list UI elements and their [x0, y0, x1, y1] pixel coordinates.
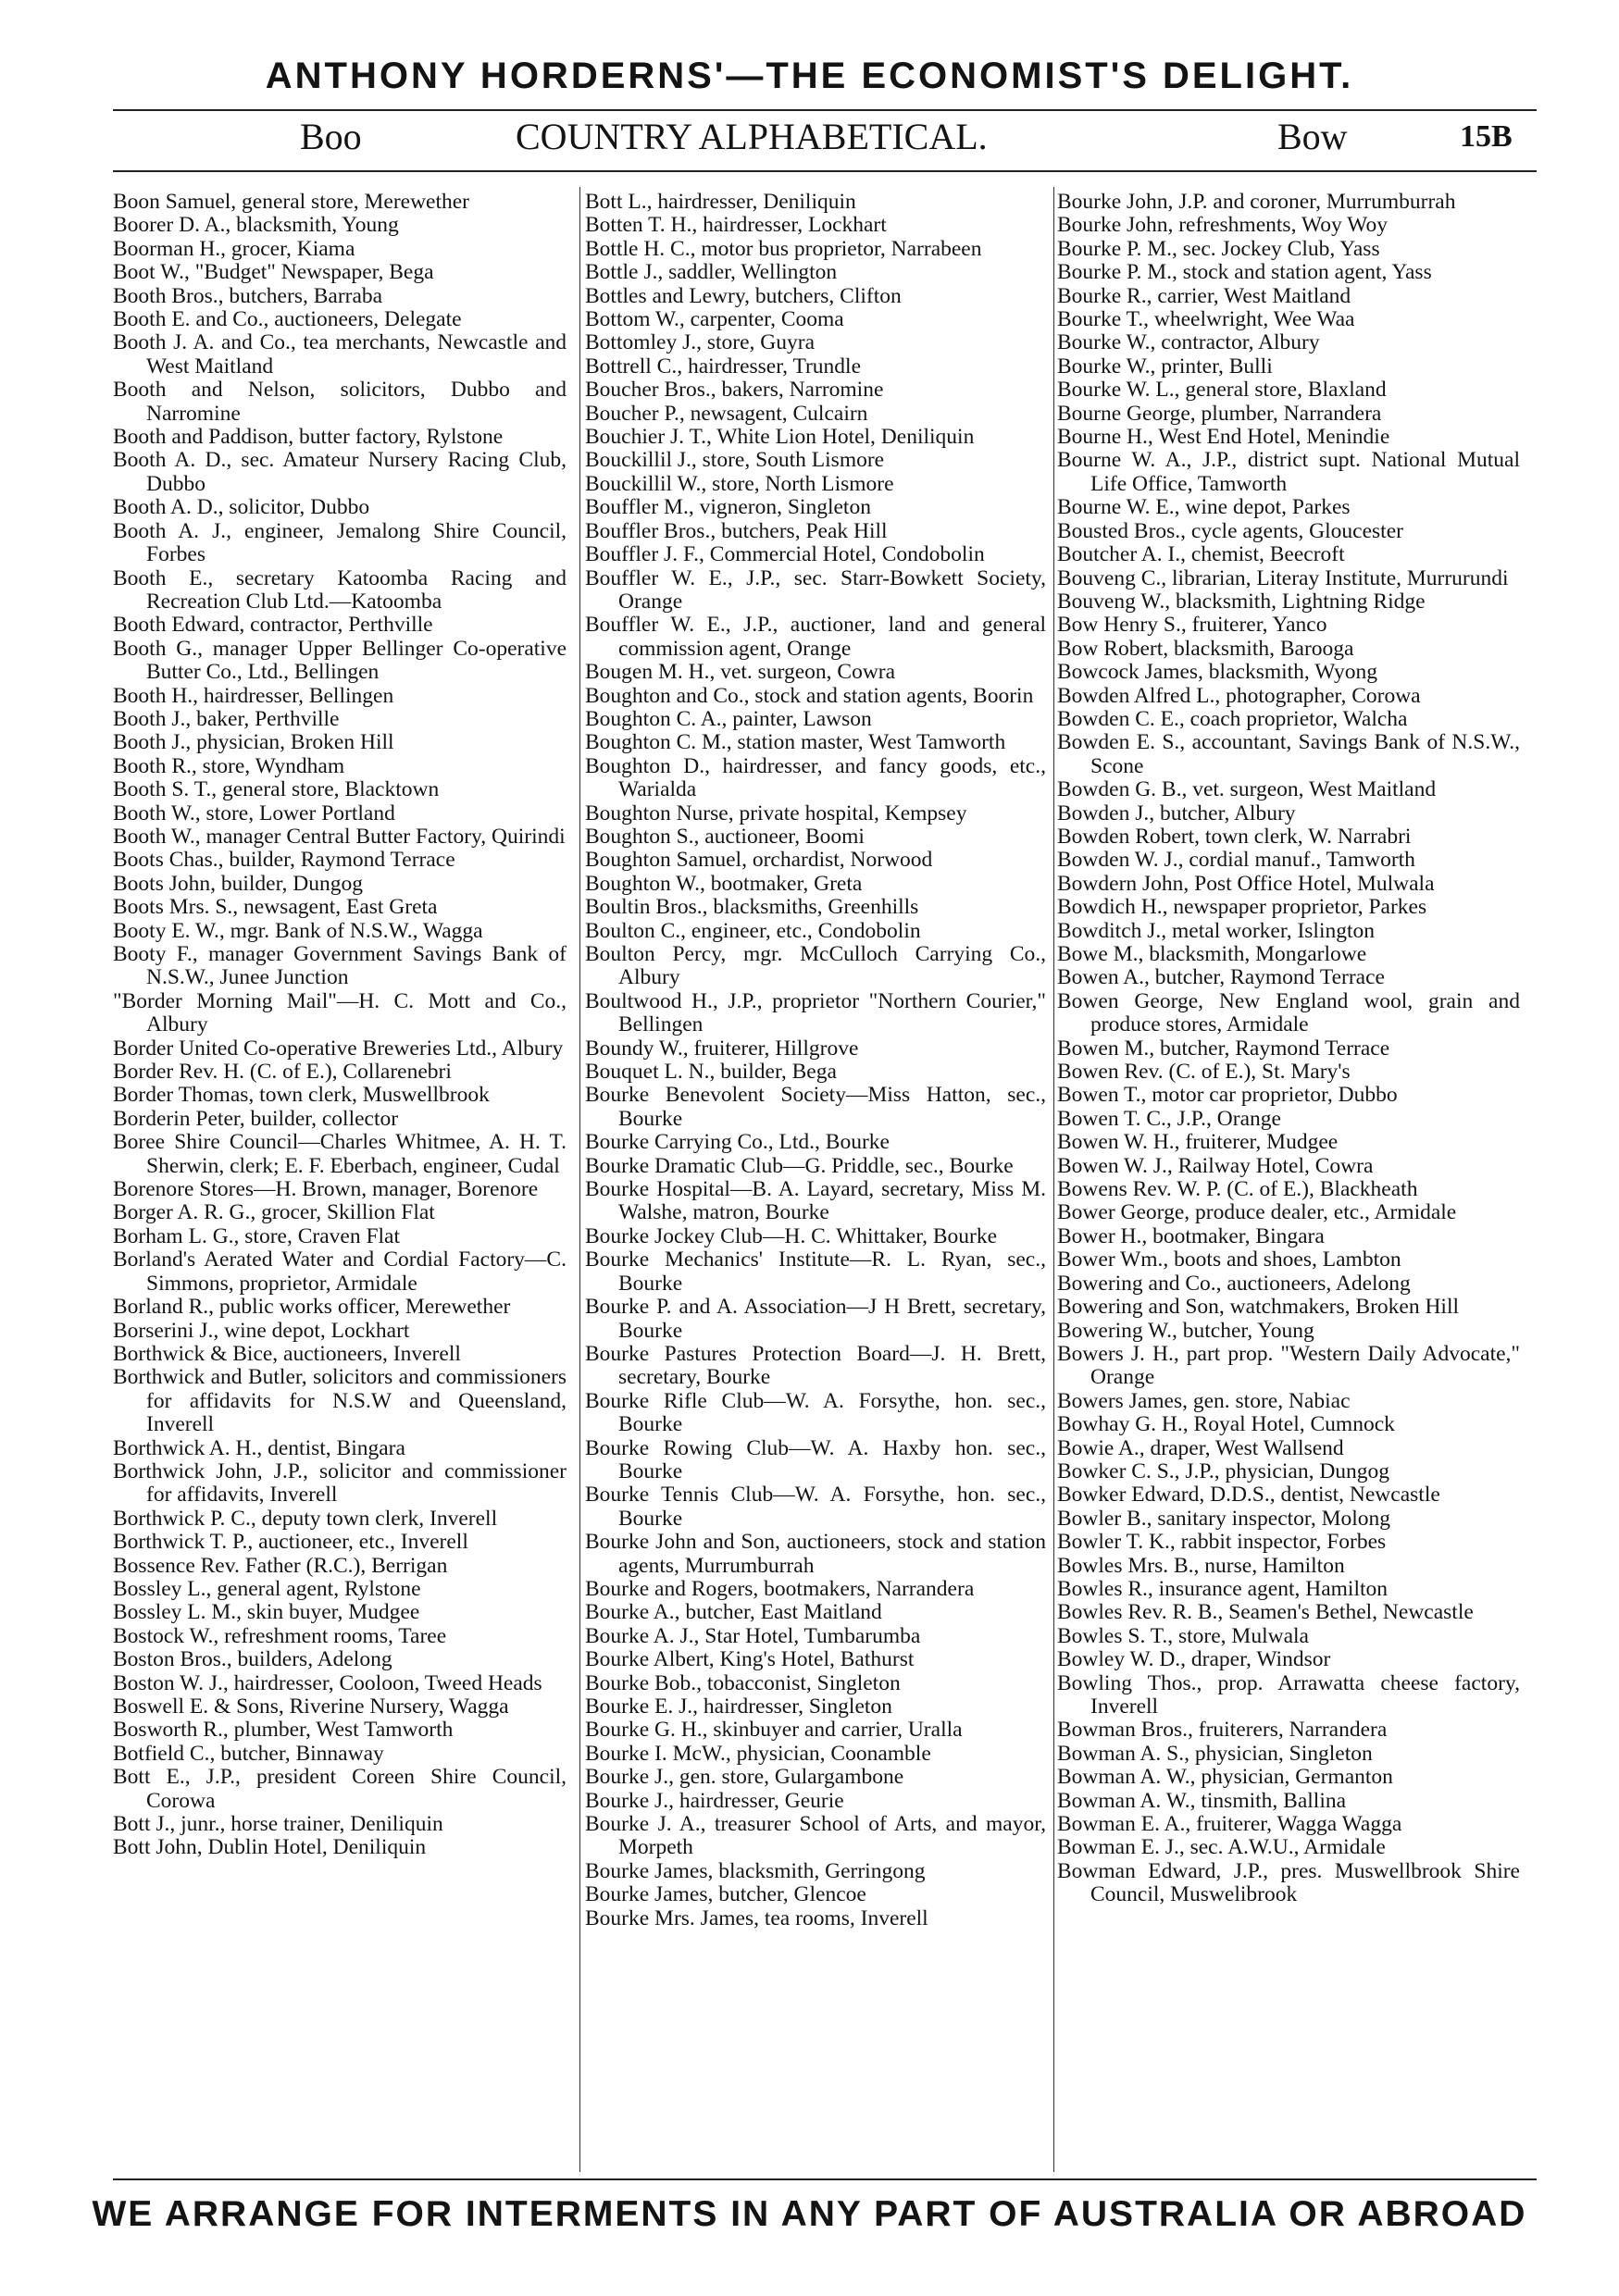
directory-entry: Bowen T. C., J.P., Orange	[1057, 1106, 1281, 1131]
header-rule	[113, 109, 1537, 111]
directory-entry: Borserini J., wine depot, Lockhart	[113, 1318, 410, 1343]
directory-column-3	[1057, 191, 1520, 2169]
directory-entry: Bowles R., insurance agent, Hamilton	[1057, 1576, 1388, 1601]
footer-rule	[113, 2178, 1537, 2180]
directory-entry: Bourke and Rogers, bootmakers, Narrandera	[585, 1576, 975, 1601]
directory-entry: Bowman A. W., physician, Germanton	[1057, 1765, 1393, 1790]
column-divider	[1053, 187, 1054, 2172]
directory-entry: Bousted Bros., cycle agents, Gloucester	[1057, 518, 1403, 543]
directory-entry: Booth W., store, Lower Portland	[113, 800, 395, 825]
directory-entry: Bourke E. J., hairdresser, Singleton	[585, 1694, 892, 1719]
directory-entry: Bower George, produce dealer, etc., Armidale	[1057, 1200, 1457, 1225]
directory-entry: Boots Chas., builder, Raymond Terrace	[113, 848, 455, 873]
directory-entry: Bowdich H., newspaper proprietor, Parkes	[1057, 895, 1427, 920]
directory-entry: Bouveng W., blacksmith, Lightning Ridge	[1057, 589, 1426, 614]
directory-entry: Bowman A. S., physician, Singleton	[1057, 1741, 1373, 1766]
directory-entry: Bottle H. C., motor bus proprietor, Narrabeen	[585, 236, 982, 261]
directory-entry: Bourke Bob., tobacconist, Singleton	[585, 1670, 901, 1695]
directory-entry: Bourne W. E., wine depot, Parkes	[1057, 495, 1351, 520]
right-guide-word: Bow	[1277, 116, 1348, 157]
directory-entry: Bourke P. and A. Association—J H Brett, secretary, Bourke	[585, 1295, 1046, 1343]
directory-entry: Bow Robert, blacksmith, Barooga	[1057, 636, 1354, 661]
directory-entry: Bourke R., carrier, West Maitland	[1057, 283, 1351, 308]
directory-entry: Botfield C., butcher, Binnaway	[113, 1741, 384, 1766]
directory-entry: Bowen A., butcher, Raymond Terrace	[1057, 965, 1385, 990]
directory-entry: Booth and Paddison, butter factory, Rylstone	[113, 425, 504, 450]
directory-entry: Bowering and Co., auctioneers, Adelong	[1057, 1271, 1411, 1296]
directory-entry: Bowker C. S., J.P., physician, Dungog	[1057, 1458, 1390, 1483]
directory-entry: Boulton C., engineer, etc., Condobolin	[585, 918, 921, 943]
directory-entry: Bowden E. S., accountant, Savings Bank of N.S.W., Scone	[1057, 730, 1520, 778]
directory-entry: Bouffler W. E., J.P., sec. Starr-Bowkett Society, Orange	[585, 565, 1046, 614]
directory-entry: Booth H., hairdresser, Bellingen	[113, 683, 394, 708]
directory-entry: Bourke James, blacksmith, Gerringong	[585, 1858, 926, 1883]
directory-entry: Bower H., bootmaker, Bingara	[1057, 1223, 1325, 1248]
directory-entry: Bosworth R., plumber, West Tamworth	[113, 1718, 454, 1743]
directory-entry: Bott E., J.P., president Coreen Shire Council, Corowa	[113, 1765, 567, 1813]
directory-entry: Bowles S. T., store, Mulwala	[1057, 1623, 1309, 1648]
directory-entry: Boswell E. & Sons, Riverine Nursery, Wagga	[113, 1694, 509, 1719]
directory-entry: Bowden C. E., coach proprietor, Walcha	[1057, 706, 1408, 731]
directory-entry: Booty F., manager Government Savings Bank of N.S.W., Junee Junction	[113, 942, 567, 990]
directory-entry: Bourke T., wheelwright, Wee Waa	[1057, 307, 1355, 332]
directory-entry: Bowden G. B., vet. surgeon, West Maitland	[1057, 777, 1437, 802]
directory-entry: Bourke Pastures Protection Board—J. H. Brett, secretary, Bourke	[585, 1341, 1046, 1390]
directory-entry: Bowker Edward, D.D.S., dentist, Newcastle	[1057, 1483, 1440, 1508]
directory-entry: Boots Mrs. S., newsagent, East Greta	[113, 895, 438, 920]
directory-entry: Bourne W. A., J.P., district supt. National Mutual Life Office, Tamworth	[1057, 448, 1520, 496]
top-advert-banner: ANTHONY HORDERNS'—THE ECONOMIST'S DELIGHT.	[265, 56, 1354, 96]
directory-entry: Bottom W., carpenter, Cooma	[585, 307, 844, 332]
directory-entry: Border Thomas, town clerk, Muswellbrook	[113, 1083, 490, 1108]
directory-entry: Bowering and Son, watchmakers, Broken Hill	[1057, 1295, 1460, 1320]
directory-entry: Booth J., physician, Broken Hill	[113, 730, 394, 755]
directory-entry: Bowering W., butcher, Young	[1057, 1318, 1314, 1343]
directory-entry: Borthwick A. H., dentist, Bingara	[113, 1435, 405, 1460]
directory-entry: Bowens Rev. W. P. (C. of E.), Blackheath	[1057, 1177, 1418, 1202]
directory-entry: Boots John, builder, Dungog	[113, 871, 363, 896]
directory-entry: Booth Edward, contractor, Perthville	[113, 613, 433, 638]
directory-entry: Boston Bros., builders, Adelong	[113, 1647, 392, 1672]
directory-entry: Booth A. D., solicitor, Dubbo	[113, 495, 370, 520]
left-guide-word: Boo	[300, 116, 362, 157]
directory-entry: Bouveng C., librarian, Literay Institute, Murrurundi	[1057, 565, 1509, 590]
directory-entry: Bourke W., printer, Bulli	[1057, 354, 1273, 379]
directory-entry: Booth W., manager Central Butter Factory, Quirindi	[113, 824, 566, 849]
directory-entry: Bourke I. McW., physician, Coonamble	[585, 1741, 931, 1766]
directory-entry: Bower Wm., boots and shoes, Lambton	[1057, 1247, 1401, 1272]
directory-entry: Bourke J., hairdresser, Geurie	[585, 1788, 844, 1813]
directory-entry: Bowdern John, Post Office Hotel, Mulwala	[1057, 871, 1435, 896]
directory-entry: Bowman Bros., fruiterers, Narrandera	[1057, 1718, 1388, 1743]
directory-entry: Bourke Carrying Co., Ltd., Bourke	[585, 1130, 890, 1155]
directory-entry: Bowcock James, blacksmith, Wyong	[1057, 660, 1378, 685]
directory-entry: Bourke Benevolent Society—Miss Hatton, sec., Bourke	[585, 1083, 1046, 1131]
directory-entry: Bourke Rowing Club—W. A. Haxby hon. sec., Bourke	[585, 1435, 1046, 1483]
bottom-advert-banner: WE ARRANGE FOR INTERMENTS IN ANY PART OF AUSTRALIA OR ABROAD	[92, 2194, 1527, 2234]
column-divider	[579, 187, 580, 2172]
directory-entry: Bourne H., West End Hotel, Menindie	[1057, 425, 1390, 450]
directory-entry: Boughton Nurse, private hospital, Kempsey	[585, 800, 967, 825]
directory-entry: Bourke J., gen. store, Gulargambone	[585, 1765, 904, 1790]
directory-entry: Bowling Thos., prop. Arrawatta cheese factory, Inverell	[1057, 1670, 1520, 1719]
directory-entry: Boughton C. A., painter, Lawson	[585, 706, 872, 731]
directory-entry: Boughton Samuel, orchardist, Norwood	[585, 848, 933, 873]
directory-entry: Bouquet L. N., builder, Bega	[585, 1060, 837, 1085]
directory-entry: Boughton and Co., stock and station agents, Boorin	[585, 683, 1034, 708]
directory-entry: Bourke W., contractor, Albury	[1057, 330, 1320, 355]
directory-entry: Bourke Mechanics' Institute—R. L. Ryan, sec., Bourke	[585, 1247, 1046, 1296]
directory-entry: Bowhay G. H., Royal Hotel, Cumnock	[1057, 1412, 1395, 1437]
directory-entry: Bowley W. D., draper, Windsor	[1057, 1647, 1331, 1672]
directory-entry: Botten T. H., hairdresser, Lockhart	[585, 213, 887, 238]
directory-entry: Borthwick John, J.P., solicitor and commissioner for affidavits, Inverell	[113, 1458, 567, 1508]
directory-entry: Border Rev. H. (C. of E.), Collarenebri	[113, 1060, 452, 1085]
directory-entry: Borham L. G., store, Craven Flat	[113, 1223, 401, 1248]
directory-entry: Bowers James, gen. store, Nabiac	[1057, 1388, 1351, 1413]
directory-entry: Bott L., hairdresser, Deniliquin	[585, 191, 856, 214]
directory-entry: Bowman A. W., tinsmith, Ballina	[1057, 1788, 1347, 1813]
page-number: 15B	[1460, 119, 1513, 154]
directory-entry: Boot W., "Budget" Newspaper, Bega	[113, 260, 434, 285]
directory-entry: Bowen M., butcher, Raymond Terrace	[1057, 1036, 1390, 1061]
directory-entry: Bottomley J., store, Guyra	[585, 330, 816, 355]
directory-entry: Booth Bros., butchers, Barraba	[113, 283, 383, 308]
directory-entry: Bourke P. M., stock and station agent, Yass	[1057, 260, 1432, 285]
directory-entry: Bottle J., saddler, Wellington	[585, 260, 838, 285]
directory-entry: Bowman Edward, J.P., pres. Muswellbrook Shire Council, Muswelibrook	[1057, 1858, 1520, 1907]
directory-entry: Bowditch J., metal worker, Islington	[1057, 918, 1376, 943]
directory-entry: Bowe M., blacksmith, Mongarlowe	[1057, 942, 1367, 966]
directory-entry: Booth J., baker, Perthville	[113, 706, 340, 731]
directory-entry: Booth E., secretary Katoomba Racing and Recreation Club Ltd.—Katoomba	[113, 565, 567, 614]
directory-entry: Booth G., manager Upper Bellinger Co-operative Butter Co., Ltd., Bellingen	[113, 636, 567, 685]
directory-entry: Boughton W., bootmaker, Greta	[585, 871, 863, 896]
directory-entry: Bourke John, J.P. and coroner, Murrumburrah	[1057, 191, 1456, 214]
directory-entry: Bourke John and Son, auctioneers, stock and station agents, Murrumburrah	[585, 1530, 1046, 1578]
directory-entry: Borenore Stores—H. Brown, manager, Borenore	[113, 1177, 539, 1202]
directory-entry: Bowen Rev. (C. of E.), St. Mary's	[1057, 1060, 1351, 1085]
directory-entry: Bourke Hospital—B. A. Layard, secretary, Miss M. Walshe, matron, Bourke	[585, 1177, 1046, 1225]
directory-entry: Bourke J. A., treasurer School of Arts, and mayor, Morpeth	[585, 1812, 1046, 1860]
directory-entry: Bourke Mrs. James, tea rooms, Inverell	[585, 1905, 928, 1930]
running-head	[113, 113, 1537, 161]
directory-entry: Boorer D. A., blacksmith, Young	[113, 213, 399, 238]
directory-entry: Boundy W., fruiterer, Hillgrove	[585, 1036, 859, 1061]
directory-entry: Bowen T., motor car proprietor, Dubbo	[1057, 1083, 1398, 1108]
page-title: COUNTRY ALPHABETICAL.	[516, 116, 988, 157]
directory-entry: Bourke A., butcher, East Maitland	[585, 1600, 882, 1625]
directory-entry: Bottles and Lewry, butchers, Clifton	[585, 283, 902, 308]
directory-entry: Bowles Mrs. B., nurse, Hamilton	[1057, 1553, 1345, 1578]
directory-entry: Bowler T. K., rabbit inspector, Forbes	[1057, 1530, 1387, 1555]
directory-entry: "Border Morning Mail"—H. C. Mott and Co., Albury	[113, 988, 567, 1037]
directory-entry: Boughton C. M., station master, West Tamworth	[585, 730, 1006, 755]
directory-entry: Bourke James, butcher, Glencoe	[585, 1882, 866, 1907]
directory-entry: Booth J. A. and Co., tea merchants, Newcastle and West Maitland	[113, 330, 567, 379]
directory-entry: Bougen M. H., vet. surgeon, Cowra	[585, 660, 896, 685]
directory-entry: Bouffler Bros., butchers, Peak Hill	[585, 518, 888, 543]
directory-entry: Boulton Percy, mgr. McCulloch Carrying Co., Albury	[585, 942, 1046, 990]
directory-entry: Borger A. R. G., grocer, Skillion Flat	[113, 1200, 435, 1225]
directory-entry: Bouffler M., vigneron, Singleton	[585, 495, 871, 520]
directory-entry: Booth A. D., sec. Amateur Nursery Racing Club, Dubbo	[113, 448, 567, 496]
directory-entry: Bowler B., sanitary inspector, Molong	[1057, 1506, 1390, 1531]
directory-entry: Bowie A., draper, West Wallsend	[1057, 1435, 1344, 1460]
directory-entry: Bott John, Dublin Hotel, Deniliquin	[113, 1835, 427, 1860]
directory-column-1	[113, 191, 567, 2169]
directory-entry: Bourke John, refreshments, Woy Woy	[1057, 213, 1388, 238]
directory-entry: Boultwood H., J.P., proprietor "Northern Courier," Bellingen	[585, 988, 1046, 1037]
directory-entry: Borthwick T. P., auctioneer, etc., Inverell	[113, 1530, 468, 1555]
directory-entry: Bouchier J. T., White Lion Hotel, Deniliquin	[585, 425, 975, 450]
directory-entry: Bouckillil J., store, South Lismore	[585, 448, 885, 473]
directory-entry: Borland R., public works officer, Merewether	[113, 1295, 511, 1320]
directory-entry: Booty E. W., mgr. Bank of N.S.W., Wagga	[113, 918, 483, 943]
directory-entry: Bourne George, plumber, Narrandera	[1057, 401, 1382, 426]
directory-entry: Bourke Tennis Club—W. A. Forsythe, hon. sec., Bourke	[585, 1483, 1046, 1531]
directory-entry: Bowman E. A., fruiterer, Wagga Wagga	[1057, 1812, 1402, 1837]
directory-entry: Bossence Rev. Father (R.C.), Berrigan	[113, 1553, 448, 1578]
directory-entry: Bowen George, New England wool, grain and produce stores, Armidale	[1057, 988, 1520, 1037]
directory-entry: Bourke Jockey Club—H. C. Whittaker, Bourke	[585, 1223, 998, 1248]
directory-entry: Bourke Rifle Club—W. A. Forsythe, hon. sec., Bourke	[585, 1388, 1046, 1437]
directory-entry: Booth E. and Co., auctioneers, Delegate	[113, 307, 462, 332]
directory-entry: Bowen W. H., fruiterer, Mudgee	[1057, 1130, 1339, 1155]
directory-entry: Bouffler W. E., J.P., auctioner, land and general commission agent, Orange	[585, 613, 1046, 661]
directory-entry: Bott J., junr., horse trainer, Deniliquin	[113, 1812, 443, 1837]
directory-column-2	[585, 191, 1046, 2169]
directory-entry: Boston W. J., hairdresser, Cooloon, Tweed Heads	[113, 1670, 542, 1695]
directory-entry: Booth R., store, Wyndham	[113, 753, 345, 778]
directory-entry: Bowen W. J., Railway Hotel, Cowra	[1057, 1153, 1374, 1178]
directory-entry: Booth A. J., engineer, Jemalong Shire Council, Forbes	[113, 518, 567, 567]
directory-entry: Bowden W. J., cordial manuf., Tamworth	[1057, 848, 1415, 873]
directory-entry: Booth S. T., general store, Blacktown	[113, 777, 440, 802]
directory-entry: Borderin Peter, builder, collector	[113, 1106, 399, 1131]
directory-entry: Bossley L., general agent, Rylstone	[113, 1576, 421, 1601]
directory-entry: Bostock W., refreshment rooms, Taree	[113, 1623, 447, 1648]
directory-entry: Boultin Bros., blacksmiths, Greenhills	[585, 895, 919, 920]
directory-entry: Bourke W. L., general store, Blaxland	[1057, 378, 1387, 403]
directory-entry: Borthwick and Butler, solicitors and commissioners for affidavits for N.S.W and Queensland, Inverell	[113, 1365, 567, 1437]
directory-entry: Boucher P., newsagent, Culcairn	[585, 401, 868, 426]
directory-entry: Bow Henry S., fruiterer, Yanco	[1057, 613, 1327, 638]
directory-entry: Boorman H., grocer, Kiama	[113, 236, 355, 261]
directory-entry: Bourke Albert, King's Hotel, Bathurst	[585, 1647, 915, 1672]
directory-entry: Bowers J. H., part prop. "Western Daily Advocate," Orange	[1057, 1341, 1520, 1390]
directory-entry: Bottrell C., hairdresser, Trundle	[585, 354, 862, 379]
directory-entry: Boon Samuel, general store, Merewether	[113, 191, 470, 214]
directory-entry: Booth and Nelson, solicitors, Dubbo and Narromine	[113, 378, 567, 426]
title-rule	[113, 170, 1537, 172]
directory-entry: Boucher Bros., bakers, Narromine	[585, 378, 884, 403]
directory-entry: Bowman E. J., sec. A.W.U., Armidale	[1057, 1835, 1386, 1860]
directory-entry: Bourke A. J., Star Hotel, Tumbarumba	[585, 1623, 921, 1648]
directory-entry: Boutcher A. I., chemist, Beecroft	[1057, 542, 1345, 567]
directory-entry: Borthwick P. C., deputy town clerk, Inverell	[113, 1506, 498, 1531]
directory-entry: Borland's Aerated Water and Cordial Factory—C. Simmons, proprietor, Armidale	[113, 1247, 567, 1296]
directory-entry: Bowden Alfred L., photographer, Corowa	[1057, 683, 1421, 708]
directory-entry: Border United Co-operative Breweries Ltd., Albury	[113, 1036, 564, 1061]
directory-entry: Boughton D., hairdresser, and fancy goods, etc., Warialda	[585, 753, 1046, 802]
directory-entry: Boree Shire Council—Charles Whitmee, A. H. T. Sherwin, clerk; E. F. Eberbach, engineer, Cudal	[113, 1130, 567, 1178]
directory-entry: Bowles Rev. R. B., Seamen's Bethel, Newcastle	[1057, 1600, 1474, 1625]
directory-entry: Bourke Dramatic Club—G. Priddle, sec., Bourke	[585, 1153, 1014, 1178]
directory-entry: Boughton S., auctioneer, Boomi	[585, 824, 865, 849]
directory-entry: Bowden J., butcher, Albury	[1057, 800, 1296, 825]
directory-entry: Bowden Robert, town clerk, W. Narrabri	[1057, 824, 1412, 849]
directory-entry: Bouckillil W., store, North Lismore	[585, 471, 894, 496]
directory-entry: Bourke G. H., skinbuyer and carrier, Uralla	[585, 1718, 963, 1743]
directory-entry: Bourke P. M., sec. Jockey Club, Yass	[1057, 236, 1380, 261]
directory-entry: Bossley L. M., skin buyer, Mudgee	[113, 1600, 420, 1625]
directory-entry: Bouffler J. F., Commercial Hotel, Condobolin	[585, 542, 985, 567]
directory-entry: Borthwick & Bice, auctioneers, Inverell	[113, 1341, 461, 1366]
